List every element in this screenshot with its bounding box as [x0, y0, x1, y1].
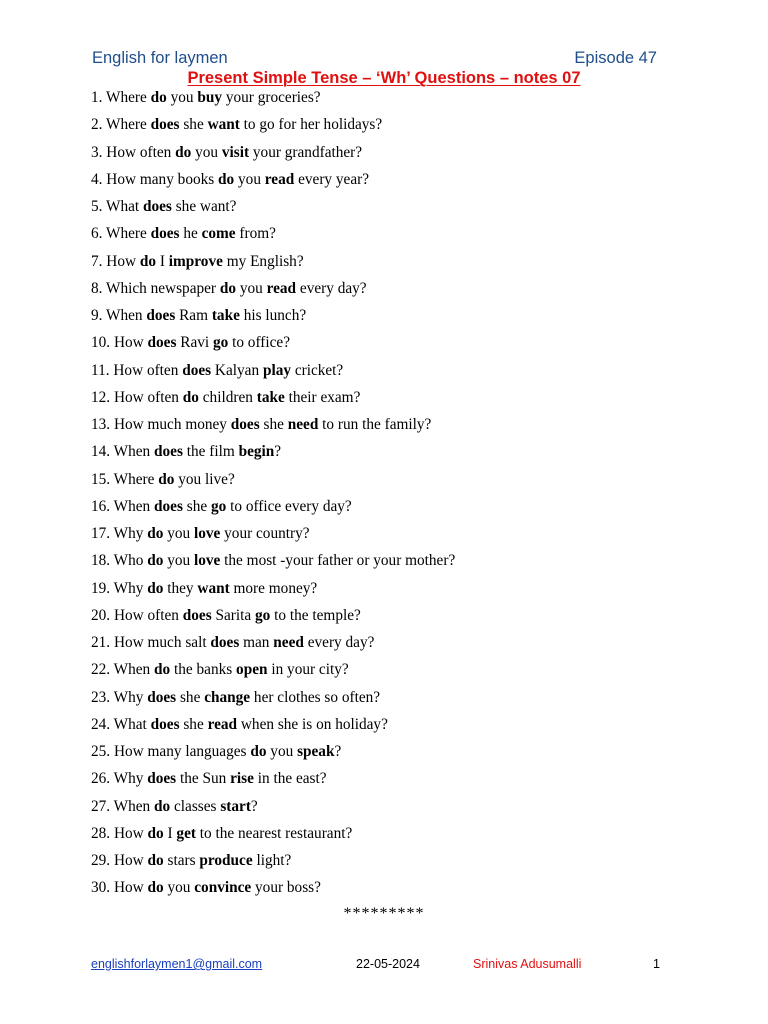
- question-text: 3. How often: [91, 143, 176, 161]
- question-keyword: do: [154, 661, 171, 679]
- question-keyword: does: [147, 688, 177, 706]
- question-keyword: does: [150, 116, 180, 134]
- question-keyword: rise: [230, 770, 254, 788]
- question-item: [91, 796, 455, 823]
- separator: *********: [343, 905, 425, 922]
- question-keyword: read: [266, 279, 297, 297]
- question-text: you: [266, 743, 298, 760]
- question-item: [91, 768, 455, 795]
- question-item: [91, 741, 455, 768]
- question-keyword: want: [197, 579, 230, 597]
- question-text: 19. Why: [91, 579, 148, 597]
- question-keyword: do: [147, 824, 164, 842]
- question-text: your groceries?: [222, 89, 321, 106]
- question-text: she want?: [171, 198, 237, 215]
- question-keyword: start: [220, 797, 251, 815]
- question-keyword: visit: [221, 143, 250, 161]
- question-text: every year?: [294, 170, 369, 188]
- question-text: they: [163, 579, 198, 597]
- question-keyword: read: [264, 170, 295, 188]
- question-item: [91, 278, 455, 305]
- question-text: 27. When: [91, 797, 155, 815]
- question-text: 16. When: [91, 497, 155, 515]
- question-keyword: do: [154, 797, 171, 815]
- question-item: [91, 496, 455, 523]
- question-text: Kalyan: [211, 361, 263, 379]
- question-text: 10. How: [91, 334, 148, 352]
- question-keyword: speak: [297, 743, 335, 760]
- episode-label: Episode 47: [574, 49, 657, 67]
- question-text: her clothes so often?: [250, 688, 381, 706]
- question-text: you live?: [174, 470, 235, 488]
- question-keyword: does: [154, 443, 183, 461]
- question-text: his lunch?: [239, 307, 307, 324]
- question-text: you: [166, 89, 198, 106]
- series-title: English for laymen: [92, 49, 228, 67]
- question-text: 7. How: [91, 252, 140, 270]
- question-keyword: come: [201, 225, 236, 243]
- question-keyword: go: [255, 606, 271, 624]
- question-item: [91, 605, 455, 632]
- question-text: she: [179, 715, 208, 733]
- question-text: ?: [334, 743, 342, 760]
- question-text: 18. Who: [91, 552, 148, 570]
- question-keyword: take: [211, 307, 240, 324]
- question-text: 28. How: [91, 824, 148, 842]
- question-text: from?: [235, 225, 276, 243]
- question-text: to run the family?: [318, 416, 432, 433]
- question-text: he: [179, 225, 202, 243]
- question-keyword: does: [142, 198, 172, 215]
- question-text: Ram: [175, 307, 212, 324]
- question-item: [91, 360, 455, 387]
- question-text: every day?: [296, 279, 367, 297]
- question-text: their exam?: [284, 388, 361, 406]
- question-item: [91, 714, 455, 741]
- question-item: [91, 87, 455, 114]
- question-text: every day?: [303, 634, 375, 651]
- question-keyword: does: [182, 606, 212, 624]
- question-text: to go for her holidays?: [239, 116, 383, 134]
- question-text: ?: [274, 443, 282, 461]
- question-text: my English?: [222, 252, 304, 270]
- question-item: [91, 687, 455, 714]
- question-text: to office every day?: [226, 497, 352, 515]
- question-keyword: open: [236, 661, 268, 679]
- question-text: children: [198, 388, 257, 406]
- question-keyword: begin: [238, 443, 275, 461]
- question-text: the most -your father or your mother?: [220, 552, 456, 570]
- question-item: [91, 223, 455, 250]
- question-keyword: do: [147, 879, 164, 897]
- question-item: [91, 659, 455, 686]
- question-item: [91, 469, 455, 496]
- question-text: the film: [182, 443, 239, 461]
- question-keyword: do: [147, 852, 164, 869]
- question-text: ?: [250, 797, 258, 815]
- question-keyword: want: [207, 116, 240, 134]
- question-keyword: does: [182, 361, 212, 379]
- question-item: [91, 823, 455, 850]
- question-keyword: do: [139, 252, 157, 270]
- question-keyword: take: [256, 388, 285, 406]
- page-title-text: Present Simple Tense – ‘Wh’ Questions – notes 07: [187, 69, 581, 87]
- question-text: the banks: [170, 661, 237, 679]
- question-text: 5. What: [91, 198, 143, 215]
- question-item: [91, 169, 455, 196]
- question-keyword: do: [182, 388, 199, 406]
- question-text: more money?: [229, 579, 318, 597]
- question-keyword: change: [204, 688, 251, 706]
- question-text: Ravi: [176, 334, 213, 352]
- question-text: classes: [170, 797, 221, 815]
- question-text: in the east?: [253, 770, 327, 788]
- question-text: 24. What: [91, 715, 151, 733]
- question-keyword: do: [158, 470, 175, 488]
- question-keyword: convince: [194, 879, 252, 897]
- question-item: [91, 196, 455, 223]
- question-text: I: [156, 252, 169, 270]
- question-text: 8. Which newspaper: [91, 279, 220, 297]
- footer-email-link[interactable]: englishforlaymen1@gmail.com: [91, 957, 263, 971]
- question-text: 4. How many books: [91, 170, 219, 188]
- question-text: to office?: [228, 334, 290, 352]
- question-text: 2. Where: [91, 116, 151, 134]
- question-keyword: play: [262, 361, 291, 379]
- question-text: 6. Where: [91, 225, 151, 243]
- question-keyword: do: [250, 743, 267, 760]
- question-text: 25. How many languages: [91, 743, 251, 760]
- question-text: she: [179, 116, 208, 134]
- question-keyword: does: [150, 715, 180, 733]
- question-item: [91, 578, 455, 605]
- question-text: I: [163, 824, 177, 842]
- question-text: she: [182, 497, 211, 515]
- question-keyword: love: [193, 525, 221, 542]
- question-keyword: does: [146, 307, 176, 324]
- question-keyword: does: [147, 770, 177, 788]
- question-item: [91, 550, 455, 577]
- question-text: when she is on holiday?: [237, 715, 388, 733]
- question-keyword: do: [150, 89, 167, 106]
- question-text: 12. How often: [91, 388, 183, 406]
- question-item: [91, 877, 455, 904]
- question-item: [91, 305, 455, 332]
- question-text: 14. When: [91, 443, 155, 461]
- question-text: Sarita: [211, 606, 256, 624]
- question-text: 21. How much salt: [91, 634, 211, 651]
- question-text: man: [239, 634, 274, 651]
- question-text: the Sun: [176, 770, 231, 788]
- question-list: [91, 87, 455, 905]
- question-keyword: does: [230, 416, 260, 433]
- question-keyword: get: [176, 824, 196, 842]
- question-item: [91, 387, 455, 414]
- question-item: [91, 114, 455, 141]
- question-keyword: does: [154, 497, 183, 515]
- question-text: your grandfather?: [249, 143, 363, 161]
- question-keyword: buy: [197, 89, 223, 106]
- question-text: you: [234, 170, 265, 188]
- question-keyword: does: [150, 225, 180, 243]
- question-text: 13. How much money: [91, 416, 231, 433]
- question-text: to the temple?: [270, 606, 361, 624]
- question-keyword: read: [207, 715, 238, 733]
- question-item: [91, 523, 455, 550]
- question-text: 29. How: [91, 852, 148, 869]
- question-keyword: do: [147, 525, 164, 542]
- question-text: to the nearest restaurant?: [195, 824, 353, 842]
- question-keyword: do: [147, 579, 164, 597]
- question-text: 11. How often: [91, 361, 183, 379]
- footer-author: Srinivas Adusumalli: [473, 957, 582, 971]
- question-text: you: [163, 552, 194, 570]
- question-item: [91, 441, 455, 468]
- question-text: 17. Why: [91, 525, 148, 542]
- question-text: 26. Why: [91, 770, 148, 788]
- question-keyword: improve: [168, 252, 223, 270]
- question-item: [91, 332, 455, 359]
- question-text: 1. Where: [91, 89, 151, 106]
- question-item: [91, 414, 455, 441]
- question-keyword: do: [147, 552, 164, 570]
- question-text: she: [176, 688, 205, 706]
- question-text: 23. Why: [91, 688, 148, 706]
- question-text: she: [259, 416, 288, 433]
- question-text: 15. Where: [91, 470, 159, 488]
- question-text: 9. When: [91, 307, 147, 324]
- question-text: cricket?: [291, 361, 344, 379]
- question-keyword: go: [212, 334, 229, 352]
- question-text: 30. How: [91, 879, 148, 897]
- question-item: [91, 142, 455, 169]
- footer-page-number: 1: [653, 957, 660, 971]
- footer-date: 22-05-2024: [356, 957, 420, 971]
- question-keyword: does: [210, 634, 240, 651]
- question-text: light?: [252, 852, 292, 869]
- question-text: your country?: [220, 525, 310, 542]
- question-text: you: [163, 879, 195, 897]
- question-text: you: [236, 279, 267, 297]
- question-keyword: love: [193, 552, 221, 570]
- question-item: [91, 251, 455, 278]
- question-keyword: do: [218, 170, 235, 188]
- question-item: [91, 850, 455, 877]
- question-text: you: [191, 143, 222, 161]
- question-text: 20. How often: [91, 606, 183, 624]
- question-text: in your city?: [267, 661, 349, 679]
- question-text: 22. When: [91, 661, 155, 679]
- question-keyword: do: [219, 279, 237, 297]
- question-text: you: [163, 525, 194, 542]
- question-keyword: need: [273, 634, 304, 651]
- question-item: [91, 632, 455, 659]
- question-keyword: go: [210, 497, 227, 515]
- question-keyword: need: [287, 416, 319, 433]
- question-keyword: does: [147, 334, 177, 352]
- question-text: stars: [163, 852, 200, 869]
- question-keyword: produce: [199, 852, 253, 869]
- page-title: [0, 69, 768, 88]
- question-text: your boss?: [251, 879, 321, 897]
- question-keyword: do: [175, 143, 192, 161]
